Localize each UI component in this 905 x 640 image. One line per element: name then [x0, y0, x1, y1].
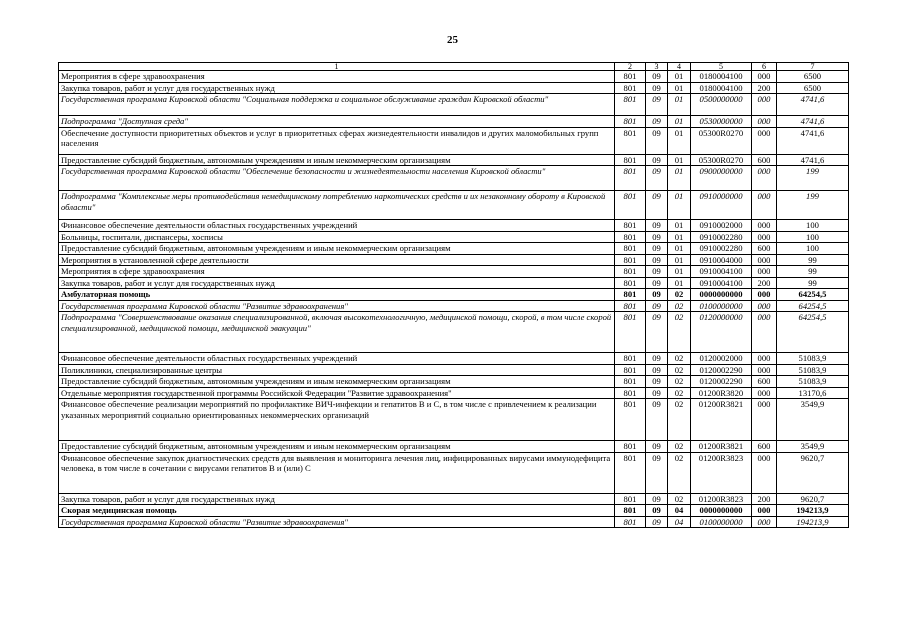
row-amount-cell: 9620,7	[777, 493, 849, 505]
row-target-article-cell: 0180004100	[691, 71, 752, 83]
row-target-article-cell: 0120002290	[691, 376, 752, 388]
row-expense-type-cell: 000	[752, 94, 777, 116]
row-ministry-code-cell: 801	[615, 300, 646, 312]
row-amount-cell: 51083,9	[777, 364, 849, 376]
table-row	[59, 266, 849, 278]
row-section-cell: 09	[646, 154, 668, 166]
row-name-cell: Поликлиники, специализированные центры	[59, 364, 615, 376]
row-target-article-cell: 0900000000	[691, 166, 752, 191]
table-row	[59, 312, 849, 353]
row-subsection-cell: 01	[668, 94, 691, 116]
row-amount-cell: 194213,9	[777, 505, 849, 517]
table-row	[59, 505, 849, 517]
row-ministry-code-cell: 801	[615, 94, 646, 116]
table-header-row	[59, 63, 849, 71]
row-target-article-cell: 0180004100	[691, 82, 752, 94]
row-ministry-code-cell: 801	[615, 289, 646, 301]
row-subsection-cell: 02	[668, 364, 691, 376]
row-name-cell: Мероприятия в установленной сфере деятельности	[59, 254, 615, 266]
row-name-cell: Больницы, госпитали, диспансеры, хосписы	[59, 231, 615, 243]
row-amount-cell: 51083,9	[777, 353, 849, 365]
row-name-cell: Амбулаторная помощь	[59, 289, 615, 301]
row-expense-type-cell: 200	[752, 493, 777, 505]
row-amount-cell: 4741,6	[777, 94, 849, 116]
table-row	[59, 277, 849, 289]
row-target-article-cell: 0100000000	[691, 516, 752, 528]
header-cell: 4	[668, 63, 691, 71]
row-subsection-cell: 04	[668, 505, 691, 517]
row-expense-type-cell: 600	[752, 243, 777, 255]
row-subsection-cell: 02	[668, 441, 691, 453]
row-expense-type-cell: 200	[752, 277, 777, 289]
row-subsection-cell: 02	[668, 376, 691, 388]
row-amount-cell: 99	[777, 266, 849, 278]
row-subsection-cell: 01	[668, 231, 691, 243]
row-name-cell: Финансовое обеспечение реализации мероприятий по профилактике ВИЧ-инфекции и гепатитов В и С, в том числе с привлечением к реализации указанных мероприятий социально ориентированных некоммерческих организаций	[59, 399, 615, 441]
row-name-cell: Государственная программа Кировской области "Социальная поддержка и социальное обслуживание граждан Кировской области"	[59, 94, 615, 116]
row-expense-type-cell: 000	[752, 399, 777, 441]
row-ministry-code-cell: 801	[615, 166, 646, 191]
row-ministry-code-cell: 801	[615, 266, 646, 278]
row-amount-cell: 64254,5	[777, 300, 849, 312]
row-section-cell: 09	[646, 452, 668, 493]
row-ministry-code-cell: 801	[615, 399, 646, 441]
row-expense-type-cell: 000	[752, 387, 777, 399]
row-ministry-code-cell: 801	[615, 387, 646, 399]
row-subsection-cell: 01	[668, 266, 691, 278]
row-section-cell: 09	[646, 94, 668, 116]
row-amount-cell: 100	[777, 231, 849, 243]
row-expense-type-cell: 000	[752, 364, 777, 376]
table-row	[59, 376, 849, 388]
row-amount-cell: 9620,7	[777, 452, 849, 493]
row-subsection-cell: 01	[668, 166, 691, 191]
row-subsection-cell: 01	[668, 71, 691, 83]
row-expense-type-cell: 000	[752, 166, 777, 191]
row-section-cell: 09	[646, 505, 668, 517]
row-target-article-cell: 0000000000	[691, 289, 752, 301]
row-name-cell: Мероприятия в сфере здравоохранения	[59, 266, 615, 278]
header-cell: 2	[615, 63, 646, 71]
row-expense-type-cell: 000	[752, 516, 777, 528]
table-row	[59, 166, 849, 191]
row-subsection-cell: 01	[668, 127, 691, 154]
row-amount-cell: 4741,6	[777, 116, 849, 128]
row-section-cell: 09	[646, 493, 668, 505]
row-section-cell: 09	[646, 364, 668, 376]
row-ministry-code-cell: 801	[615, 231, 646, 243]
budget-table	[58, 62, 849, 528]
row-target-article-cell: 0100000000	[691, 300, 752, 312]
table-row	[59, 300, 849, 312]
row-section-cell: 09	[646, 399, 668, 441]
row-name-cell: Финансовое обеспечение деятельности областных государственных учреждений	[59, 220, 615, 232]
table-row	[59, 441, 849, 453]
row-target-article-cell: 0910004000	[691, 254, 752, 266]
row-ministry-code-cell: 801	[615, 516, 646, 528]
page-number: 25	[447, 34, 458, 46]
row-target-article-cell: 01200R3821	[691, 399, 752, 441]
row-expense-type-cell: 000	[752, 266, 777, 278]
row-amount-cell: 100	[777, 220, 849, 232]
row-expense-type-cell: 000	[752, 505, 777, 517]
row-ministry-code-cell: 801	[615, 452, 646, 493]
row-section-cell: 09	[646, 516, 668, 528]
row-subsection-cell: 02	[668, 387, 691, 399]
table-row	[59, 220, 849, 232]
row-amount-cell: 99	[777, 254, 849, 266]
row-amount-cell: 4741,6	[777, 154, 849, 166]
row-expense-type-cell: 000	[752, 71, 777, 83]
row-name-cell: Государственная программа Кировской области "Развитие здравоохранения"	[59, 516, 615, 528]
row-expense-type-cell: 000	[752, 289, 777, 301]
table-row	[59, 191, 849, 220]
row-ministry-code-cell: 801	[615, 312, 646, 353]
row-expense-type-cell: 000	[752, 452, 777, 493]
row-amount-cell: 64254,5	[777, 289, 849, 301]
header-cell: 6	[752, 63, 777, 71]
row-target-article-cell: 0500000000	[691, 94, 752, 116]
row-section-cell: 09	[646, 254, 668, 266]
row-section-cell: 09	[646, 353, 668, 365]
row-target-article-cell: 01200R3823	[691, 452, 752, 493]
row-expense-type-cell: 200	[752, 82, 777, 94]
table-row	[59, 127, 849, 154]
row-section-cell: 09	[646, 71, 668, 83]
row-amount-cell: 3549,9	[777, 399, 849, 441]
header-cell: 3	[646, 63, 668, 71]
row-amount-cell: 51083,9	[777, 376, 849, 388]
row-ministry-code-cell: 801	[615, 127, 646, 154]
row-amount-cell: 199	[777, 166, 849, 191]
row-amount-cell: 199	[777, 191, 849, 220]
header-cell: 1	[59, 63, 615, 71]
row-expense-type-cell: 000	[752, 300, 777, 312]
row-expense-type-cell: 000	[752, 116, 777, 128]
row-section-cell: 09	[646, 300, 668, 312]
row-subsection-cell: 01	[668, 82, 691, 94]
row-amount-cell: 99	[777, 277, 849, 289]
row-target-article-cell: 0120002290	[691, 364, 752, 376]
row-section-cell: 09	[646, 387, 668, 399]
row-name-cell: Отдельные мероприятия государственной программы Российской Федерации "Развитие здравоохранения"	[59, 387, 615, 399]
row-amount-cell: 6500	[777, 71, 849, 83]
row-subsection-cell: 02	[668, 452, 691, 493]
row-expense-type-cell: 000	[752, 191, 777, 220]
row-name-cell: Государственная программа Кировской области "Развитие здравоохранения"	[59, 300, 615, 312]
row-ministry-code-cell: 801	[615, 243, 646, 255]
row-section-cell: 09	[646, 277, 668, 289]
row-subsection-cell: 02	[668, 300, 691, 312]
row-section-cell: 09	[646, 243, 668, 255]
row-ministry-code-cell: 801	[615, 376, 646, 388]
row-section-cell: 09	[646, 116, 668, 128]
row-target-article-cell: 01200R3821	[691, 441, 752, 453]
table-row	[59, 452, 849, 493]
row-subsection-cell: 02	[668, 353, 691, 365]
header-cell: 7	[777, 63, 849, 71]
row-name-cell: Подпрограмма "Комплексные меры противодействия немедицинскому потреблению наркотических средств и их незаконному обороту в Кировской области"	[59, 191, 615, 220]
row-expense-type-cell: 000	[752, 254, 777, 266]
row-name-cell: Подпрограмма "Доступная среда"	[59, 116, 615, 128]
row-section-cell: 09	[646, 127, 668, 154]
table-row	[59, 399, 849, 441]
row-section-cell: 09	[646, 166, 668, 191]
table-row	[59, 116, 849, 128]
table-row	[59, 231, 849, 243]
row-section-cell: 09	[646, 220, 668, 232]
row-name-cell: Предоставление субсидий бюджетным, автономным учреждениям и иным некоммерческим организациям	[59, 154, 615, 166]
row-target-article-cell: 01200R3823	[691, 493, 752, 505]
table-row	[59, 516, 849, 528]
row-target-article-cell: 0910002000	[691, 220, 752, 232]
table-row	[59, 82, 849, 94]
row-subsection-cell: 04	[668, 516, 691, 528]
row-ministry-code-cell: 801	[615, 441, 646, 453]
row-target-article-cell: 0910002280	[691, 243, 752, 255]
table-row	[59, 289, 849, 301]
row-section-cell: 09	[646, 289, 668, 301]
table-row	[59, 353, 849, 365]
row-name-cell: Скорая медицинская помощь	[59, 505, 615, 517]
row-section-cell: 09	[646, 376, 668, 388]
table-row	[59, 254, 849, 266]
row-subsection-cell: 02	[668, 289, 691, 301]
row-ministry-code-cell: 801	[615, 71, 646, 83]
row-subsection-cell: 01	[668, 220, 691, 232]
row-expense-type-cell: 600	[752, 376, 777, 388]
row-amount-cell: 64254,5	[777, 312, 849, 353]
row-expense-type-cell: 000	[752, 312, 777, 353]
row-target-article-cell: 0120002000	[691, 353, 752, 365]
row-target-article-cell: 01200R3820	[691, 387, 752, 399]
row-name-cell: Государственная программа Кировской области "Обеспечение безопасности и жизнедеятельности населения Кировской области"	[59, 166, 615, 191]
row-name-cell: Предоставление субсидий бюджетным, автономным учреждениям и иным некоммерческим организациям	[59, 441, 615, 453]
row-section-cell: 09	[646, 441, 668, 453]
row-amount-cell: 4741,6	[777, 127, 849, 154]
row-target-article-cell: 05300R0270	[691, 127, 752, 154]
row-target-article-cell: 0910000000	[691, 191, 752, 220]
row-subsection-cell: 01	[668, 243, 691, 255]
row-subsection-cell: 01	[668, 191, 691, 220]
row-expense-type-cell: 000	[752, 220, 777, 232]
row-name-cell: Подпрограмма "Совершенствование оказания специализированной, включая высокотехнологичную, медицинской помощи, скорой, в том числе скорой специализированной, медицинской помощи, медицинской эвакуации"	[59, 312, 615, 353]
row-ministry-code-cell: 801	[615, 116, 646, 128]
row-amount-cell: 13170,6	[777, 387, 849, 399]
row-target-article-cell: 0910002280	[691, 231, 752, 243]
row-target-article-cell: 0000000000	[691, 505, 752, 517]
row-ministry-code-cell: 801	[615, 82, 646, 94]
row-name-cell: Финансовое обеспечение деятельности областных государственных учреждений	[59, 353, 615, 365]
row-expense-type-cell: 000	[752, 127, 777, 154]
row-ministry-code-cell: 801	[615, 505, 646, 517]
table-row	[59, 493, 849, 505]
row-expense-type-cell: 600	[752, 441, 777, 453]
row-target-article-cell: 0910004100	[691, 266, 752, 278]
row-section-cell: 09	[646, 231, 668, 243]
row-name-cell: Предоставление субсидий бюджетным, автономным учреждениям и иным некоммерческим организациям	[59, 243, 615, 255]
row-subsection-cell: 02	[668, 399, 691, 441]
row-section-cell: 09	[646, 82, 668, 94]
row-ministry-code-cell: 801	[615, 364, 646, 376]
row-amount-cell: 194213,9	[777, 516, 849, 528]
row-name-cell: Закупка товаров, работ и услуг для государственных нужд	[59, 277, 615, 289]
row-subsection-cell: 02	[668, 493, 691, 505]
table-row	[59, 154, 849, 166]
row-target-article-cell: 0910004100	[691, 277, 752, 289]
row-name-cell: Предоставление субсидий бюджетным, автономным учреждениям и иным некоммерческим организациям	[59, 376, 615, 388]
row-ministry-code-cell: 801	[615, 220, 646, 232]
row-ministry-code-cell: 801	[615, 493, 646, 505]
row-subsection-cell: 01	[668, 116, 691, 128]
row-name-cell: Финансовое обеспечение закупок диагностических средств для выявления и мониторинга лечения лиц, инфицированных вирусами иммунодефицита человека, в том числе в сочетании с вирусами гепатитов В и (или) С	[59, 452, 615, 493]
row-expense-type-cell: 600	[752, 154, 777, 166]
table-row	[59, 243, 849, 255]
row-name-cell: Обеспечение доступности приоритетных объектов и услуг в приоритетных сферах жизнедеятельности инвалидов и других маломобильных групп населения	[59, 127, 615, 154]
row-name-cell: Закупка товаров, работ и услуг для государственных нужд	[59, 493, 615, 505]
row-ministry-code-cell: 801	[615, 154, 646, 166]
row-expense-type-cell: 000	[752, 353, 777, 365]
row-amount-cell: 100	[777, 243, 849, 255]
header-cell: 5	[691, 63, 752, 71]
row-section-cell: 09	[646, 312, 668, 353]
table-row	[59, 71, 849, 83]
row-name-cell: Закупка товаров, работ и услуг для государственных нужд	[59, 82, 615, 94]
row-amount-cell: 3549,9	[777, 441, 849, 453]
row-ministry-code-cell: 801	[615, 254, 646, 266]
row-expense-type-cell: 000	[752, 231, 777, 243]
row-ministry-code-cell: 801	[615, 277, 646, 289]
row-subsection-cell: 01	[668, 254, 691, 266]
row-subsection-cell: 02	[668, 312, 691, 353]
table-row	[59, 364, 849, 376]
row-target-article-cell: 05300R0270	[691, 154, 752, 166]
row-target-article-cell: 0120000000	[691, 312, 752, 353]
table-row	[59, 387, 849, 399]
row-subsection-cell: 01	[668, 277, 691, 289]
row-name-cell: Мероприятия в сфере здравоохранения	[59, 71, 615, 83]
row-ministry-code-cell: 801	[615, 191, 646, 220]
row-target-article-cell: 0530000000	[691, 116, 752, 128]
table-row	[59, 94, 849, 116]
row-subsection-cell: 01	[668, 154, 691, 166]
row-section-cell: 09	[646, 191, 668, 220]
row-amount-cell: 6500	[777, 82, 849, 94]
row-section-cell: 09	[646, 266, 668, 278]
row-ministry-code-cell: 801	[615, 353, 646, 365]
